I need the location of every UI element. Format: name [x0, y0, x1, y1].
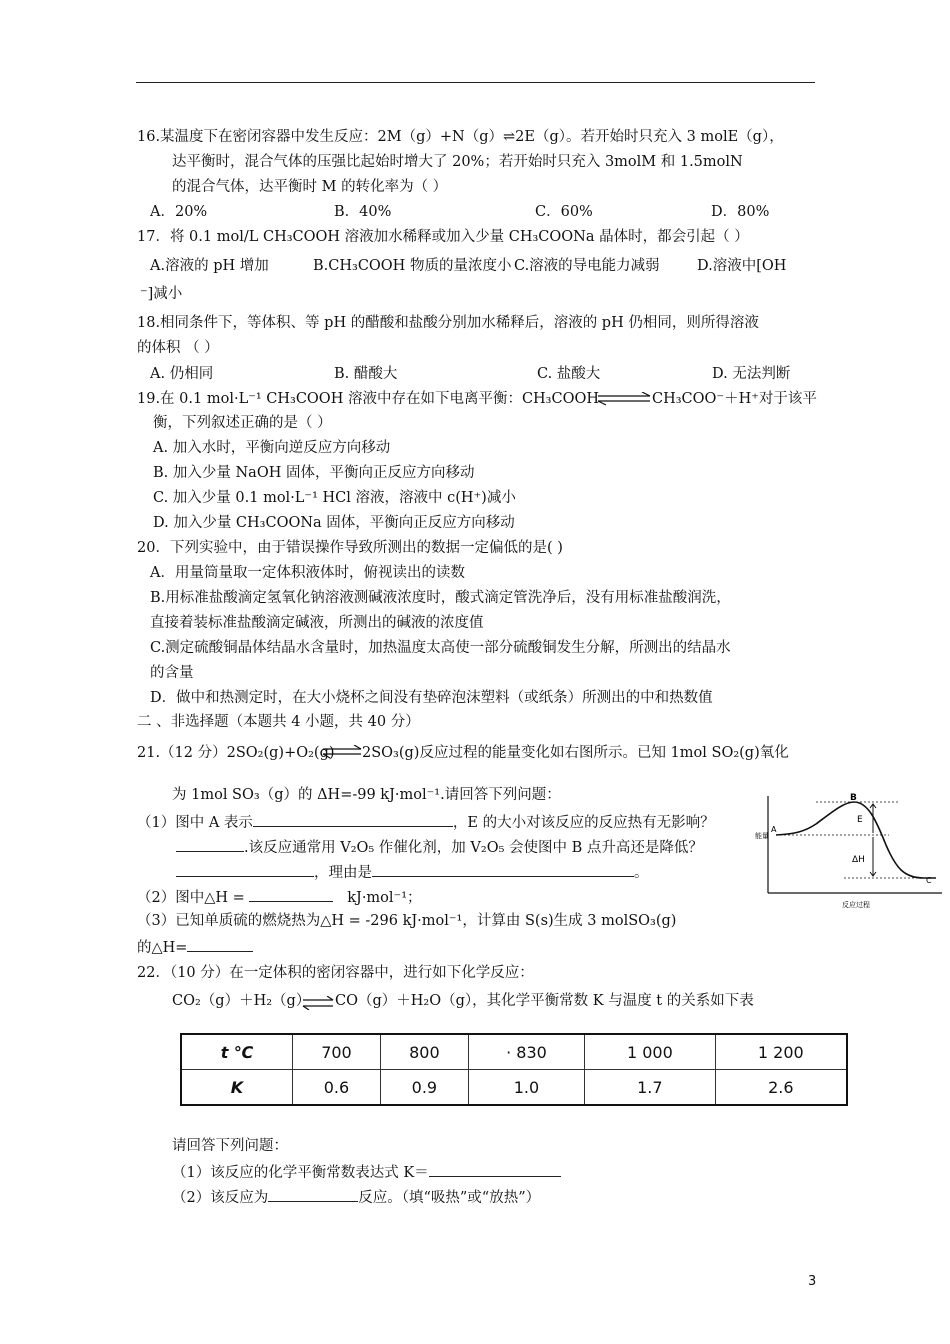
equilibrium-arrow-icon [302, 996, 334, 1010]
q21-part3-label: 的△H= [137, 940, 188, 956]
q18-option-a: A. 仍相同 [150, 366, 214, 382]
q22-part1 [172, 1161, 561, 1183]
q17-line1: 17．将 0.1 mol/L CH₃COOH 溶液加水稀释或加入少量 CH₃COONa 晶体时，都会引起（ ） [137, 229, 749, 245]
energy-profile-graph [754, 790, 944, 910]
q22-part2 [172, 1186, 540, 1208]
q19-option-a: A. 加入水时，平衡向逆反应方向移动 [153, 440, 391, 456]
graph-label-c: C [926, 876, 932, 885]
q21-part1-end: 。 [634, 865, 649, 881]
table-header-k: K [181, 1070, 293, 1106]
q21-answer-blank-dh[interactable] [249, 886, 333, 902]
q18-line1: 18.相同条件下，等体积、等 pH 的醋酸和盐酸分别加水稀释后，溶液的 pH 仍相同，则所得溶液 [137, 315, 759, 331]
q21-part1-question: ，E 的大小对该反应的反应热有无影响？ [452, 815, 715, 831]
q21-answer-blank-e[interactable] [176, 836, 244, 852]
q20-option-b: B.用标准盐酸滴定氢氧化钠溶液测碱液浓度时，酸式滴定管洗净后，没有用标准盐酸润洗， [150, 590, 731, 606]
table-cell: 1 000 [585, 1034, 715, 1070]
q21-answer-blank-s[interactable] [187, 936, 253, 952]
q21-part1-catalyst: .该反应通常用 V₂O₅ 作催化剂，加 V₂O₅ 会使图中 B 点升高还是降低？ [244, 840, 703, 856]
table-cell: 1 200 [715, 1034, 847, 1070]
table-cell: 800 [380, 1034, 468, 1070]
q16-option-b: B．40% [334, 204, 392, 220]
q21-part3-line2 [137, 936, 253, 958]
graph-label-dh: ΔH [852, 855, 865, 865]
q22-line2a: CO₂（g）＋H₂（g） [172, 993, 311, 1009]
q19-option-d: D. 加入少量 CH₃COONa 固体，平衡向正反应方向移动 [153, 515, 515, 531]
q21-answer-blank-a[interactable] [253, 811, 453, 827]
q16-option-a: A．20% [150, 204, 208, 220]
q16-option-c: C．60% [535, 204, 593, 220]
q16-option-d: D．80% [711, 204, 770, 220]
graph-y-label: 能量 [755, 832, 769, 840]
q17-line3: ⁻]减小 [140, 286, 183, 302]
q16-line2: 达平衡时，混合气体的压强比起始时增大了 20%；若开始时只充入 3molM 和 1.5molN [172, 154, 743, 170]
q20-option-b-cont: 直接着装标准盐酸滴定碱液，所测出的碱液的浓度值 [150, 615, 484, 631]
q16-line3: 的混合气体，达平衡时 M 的转化率为（ ） [172, 179, 448, 195]
table-row [181, 1034, 847, 1070]
q20-line1: 20．下列实验中，由于错误操作导致所测出的数据一定偏低的是( ) [137, 540, 563, 556]
equilibrium-arrow-icon [322, 745, 362, 759]
q21-part1-line2 [176, 836, 703, 858]
table-row [181, 1070, 847, 1106]
q20-option-d: D．做中和热测定时，在大小烧杯之间没有垫碎泡沫塑料（或纸条）所测出的中和热数值 [150, 690, 713, 706]
equilibrium-arrow-icon [596, 392, 652, 406]
q17-option-b: B.CH₃COOH 物质的量浓度小 [313, 258, 512, 274]
q16-line1: 16.某温度下在密闭容器中发生反应：2M（g）+N（g）⇌2E（g）。若开始时只充入 3 molE（g）， [137, 129, 784, 145]
energy-curve [776, 802, 936, 878]
q22-ask: 请回答下列问题： [172, 1138, 288, 1154]
q17-option-d: D.溶液中[OH [697, 258, 787, 274]
q17-option-a: A.溶液的 pH 增加 [150, 258, 269, 274]
q19-line1a: 19.在 0.1 mol·L⁻¹ CH₃COOH 溶液中存在如下电离平衡：CH₃COOH [137, 391, 600, 407]
q21-part2-unit: kJ·mol⁻¹； [347, 890, 422, 906]
q21-line1b: 2SO₃(g)反应过程的能量变化如右图所示。已知 1mol SO₂(g)氧化 [362, 745, 789, 761]
q19-line1b: CH₃COO⁻＋H⁺对于该平 [652, 391, 817, 407]
header-rule [136, 82, 815, 83]
table-cell: 2.6 [715, 1070, 847, 1106]
q18-option-d: D. 无法判断 [712, 366, 791, 382]
q22-answer-blank-k[interactable] [429, 1161, 561, 1177]
q19-option-c: C. 加入少量 0.1 mol·L⁻¹ HCl 溶液，溶液中 c(H⁺)减小 [153, 490, 516, 506]
q22-part2-label: （2）该反应为 [172, 1190, 269, 1206]
q21-part3: （3）已知单质硫的燃烧热为△H = -296 kJ·mol⁻¹，计算由 S(s)生成 3 molSO₃(g) [137, 913, 677, 929]
graph-label-e: E [857, 815, 863, 825]
graph-label-b: B [850, 793, 857, 803]
equilibrium-constant-table [180, 1033, 848, 1106]
q21-answer-blank-reason[interactable] [372, 861, 634, 877]
q20-option-a: A．用量筒量取一定体积液体时，俯视读出的读数 [150, 565, 465, 581]
graph-x-label: 反应过程 [842, 901, 870, 909]
q20-option-c-cont: 的含量 [150, 665, 194, 681]
q21-part2-label: （2）图中△H = [137, 890, 245, 906]
graph-label-a: A [771, 825, 777, 834]
q22-line2b: CO（g）＋H₂O（g），其化学平衡常数 K 与温度 t 的关系如下表 [335, 993, 754, 1009]
table-cell: 1.0 [468, 1070, 584, 1106]
q21-part1-reason: ，理由是 [314, 865, 372, 881]
table-cell: 0.9 [380, 1070, 468, 1106]
q21-part1-line3 [176, 861, 649, 883]
q19-line2: 衡，下列叙述正确的是（ ） [153, 415, 332, 431]
q22-part2-hint: 反应。（填“吸热”或“放热”） [358, 1190, 541, 1206]
q21-line2: 为 1mol SO₃（g）的 ΔH=-99 kJ·mol⁻¹.请回答下列问题： [172, 787, 561, 803]
q20-option-c: C.测定硫酸铜晶体结晶水含量时，加热温度太高使一部分硫酸铜发生分解，所测出的结晶水 [150, 640, 731, 656]
q21-part2 [137, 886, 422, 908]
section-2-heading: 二 、非选择题（本题共 4 小题，共 40 分） [137, 714, 420, 730]
q21-part1 [137, 811, 715, 833]
table-cell: 700 [293, 1034, 381, 1070]
q22-line1: 22．（10 分）在一定体积的密闭容器中，进行如下化学反应： [137, 965, 534, 981]
q17-option-c: C.溶液的导电能力减弱 [514, 258, 660, 274]
q21-answer-blank-b[interactable] [176, 861, 314, 877]
q18-option-c: C. 盐酸大 [537, 366, 601, 382]
q19-option-b: B. 加入少量 NaOH 固体，平衡向正反应方向移动 [153, 465, 475, 481]
q18-line2: 的体积 （ ） [137, 340, 219, 356]
table-header-t: t ℃ [181, 1034, 293, 1070]
table-cell: 1.7 [585, 1070, 715, 1106]
q21-part1-label: （1）图中 A 表示 [137, 815, 253, 831]
q18-option-b: B. 醋酸大 [334, 366, 398, 382]
q22-answer-blank-type[interactable] [268, 1186, 358, 1202]
q21-line1a: 21.（12 分）2SO₂(g)+O₂(g) [137, 745, 335, 761]
table-cell: · 830 [468, 1034, 584, 1070]
table-cell: 0.6 [293, 1070, 381, 1106]
page-number: 3 [808, 1274, 817, 1289]
q22-part1-label: （1）该反应的化学平衡常数表达式 K＝ [172, 1165, 429, 1181]
